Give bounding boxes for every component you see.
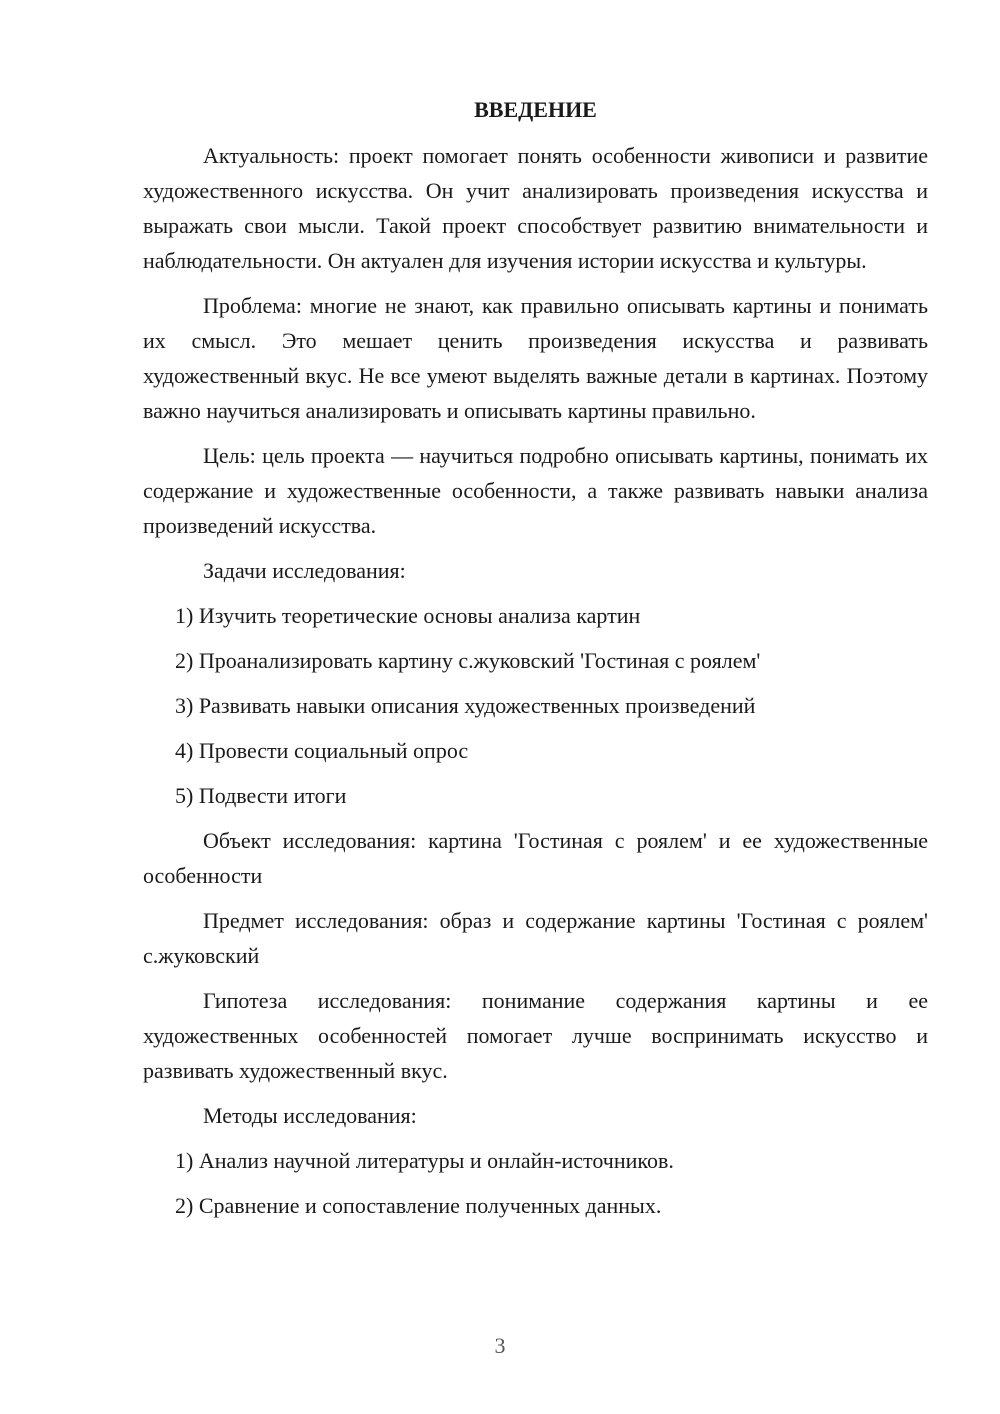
task-item: 5) Подвести итоги <box>175 783 347 808</box>
method-item: 2) Сравнение и сопоставление полученных данных. <box>175 1193 662 1218</box>
method-item: 1) Анализ научной литературы и онлайн-источников. <box>175 1148 674 1173</box>
problem-paragraph: Проблема: многие не знают, как правильно описывать картины и понимать их смысл. Это мешает ценить произведения искусства и развивать художественный вкус. Не все умеют выделять важные детали в картинах. Поэтому важно научиться анализировать и описывать картины правильно. <box>143 293 928 423</box>
methods-heading: Методы исследования: <box>203 1103 417 1128</box>
tasks-heading: Задачи исследования: <box>203 558 406 583</box>
document-page <box>143 94 928 1233</box>
task-item: 3) Развивать навыки описания художественных произведений <box>175 693 756 718</box>
object-paragraph: Объект исследования: картина 'Гостиная с роялем' и ее художественные особенности <box>143 828 928 888</box>
task-item: 2) Проанализировать картину с.жуковский 'Гостиная с роялем' <box>175 648 761 673</box>
hypothesis-paragraph: Гипотеза исследования: понимание содержания картины и ее художественных особенностей помогает лучше воспринимать искусство и развивать художественный вкус. <box>143 988 928 1083</box>
goal-paragraph: Цель: цель проекта — научиться подробно описывать картины, понимать их содержание и художественные особенности, а также развивать навыки анализа произведений искусства. <box>143 443 928 538</box>
task-item: 4) Провести социальный опрос <box>175 738 469 763</box>
page-number: 3 <box>494 1333 506 1358</box>
task-item: 1) Изучить теоретические основы анализа картин <box>175 603 641 628</box>
subject-paragraph: Предмет исследования: образ и содержание картины 'Гостиная с роялем' с.жуковский <box>143 908 928 968</box>
tasks-list <box>143 598 928 813</box>
relevance-paragraph: Актуальность: проект помогает понять особенности живописи и развитие художественного искусства. Он учит анализировать произведения искусства и выражать свои мысли. Такой проект способствует развитию внимательности и наблюдательности. Он актуален для изучения истории искусства и культуры. <box>143 143 928 273</box>
methods-list <box>143 1143 928 1223</box>
section-title: ВВЕДЕНИЕ <box>474 97 597 122</box>
